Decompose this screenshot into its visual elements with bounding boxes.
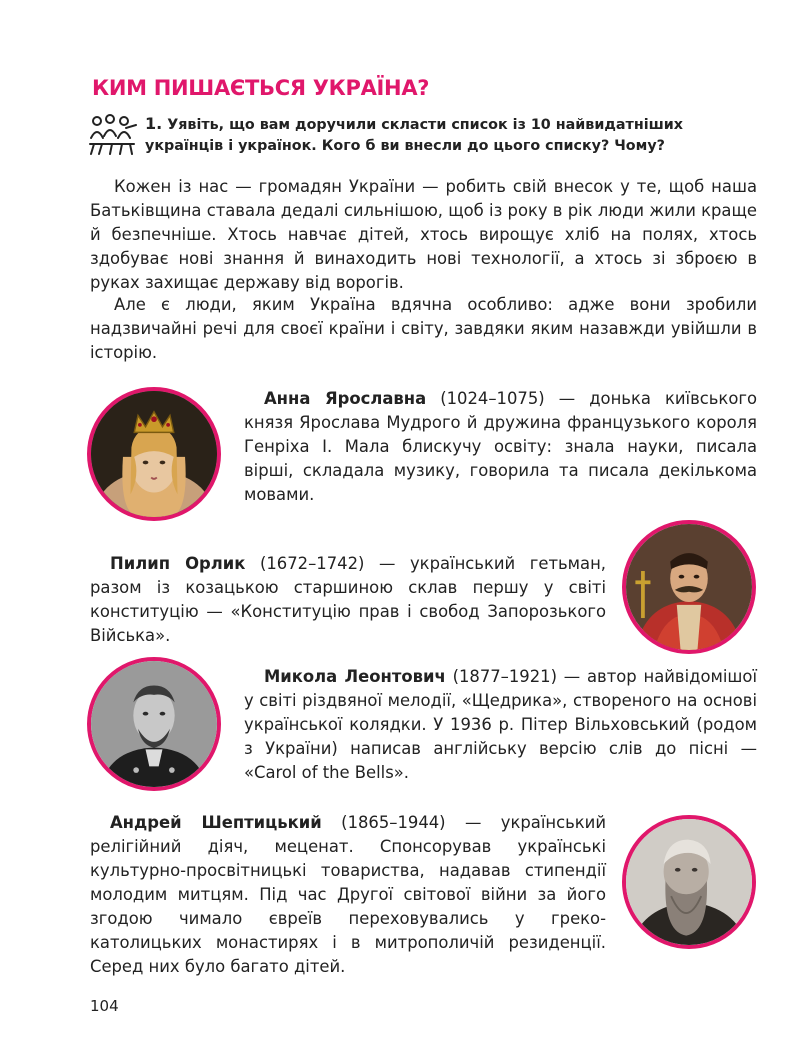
person-description: (1865–1944) — український релігійний діяч, меценат. Спонсорував українські культурно-просвітницькі товариства, надавав стипендії молодим митцям. Під час Другої світової війни за його згодою чимало євреїв переховувались у греко-католицьких монастирях і в митрополичій резиденції. Серед них було багато дітей. xyxy=(90,813,606,976)
andrey-sheptytsky-portrait xyxy=(622,815,756,949)
bio-mykola-leontovych xyxy=(244,665,757,785)
group-discussion-icon xyxy=(86,114,138,156)
page-number: 104 xyxy=(90,997,119,1015)
task-question: Уявіть, що вам доручили скласти список із 10 найвидатніших українців і українок. Кого б ви внесли до цього списку? Чому? xyxy=(145,117,684,154)
person-description: (1024–1075) — донька київського князя Ярослава Мудрого й дружина французького короля Генріха І. Мала блискучу освіту: знала науки, писала вірші, складала музику, говорила та писала декількома мовами. xyxy=(244,389,757,504)
mykola-leontovych-portrait xyxy=(87,657,221,791)
person-name: Микола Леонтович xyxy=(264,667,446,686)
task-text xyxy=(145,113,761,157)
intro-paragraph-2: Але є люди, яким Україна вдячна особливо: адже вони зробили надзвичайні речі для своєї країни і світу, завдяки яким назавжди увійшли в історію. xyxy=(90,295,757,362)
person-description: (1877–1921) — автор найвідомішої у світі різдвяної мелодії, «Щедрика», створеного на основі української колядки. У 1936 р. Пітер Вільховський (родом з України) написав англійську версію слів до пісні — «Carol of the Bells». xyxy=(244,667,757,782)
bio-anna-yaroslavna xyxy=(244,387,757,507)
bio-pylyp-orlyk xyxy=(90,552,606,648)
pylyp-orlyk-portrait xyxy=(622,520,756,654)
intro-paragraph-1: Кожен із нас — громадян України — робить свій внесок у те, щоб наша Батьківщина ставала дедалі сильнішою, щоб із року в рік люди жили краще й безпечніше. Хтось навчає дітей, хтось вирощує хліб на полях, хтось здобуває нові знання й винаходить нові технології, а хтось зі зброєю в руках захищає державу від ворогів. xyxy=(90,177,757,292)
person-name: Анна Ярославна xyxy=(264,389,427,408)
person-description: (1672–1742) — український гетьман, разом із козацькою старшиною склав першу у світі конституцію — «Конституцію прав і свобод Запорозького Війська». xyxy=(90,554,606,645)
anna-yaroslavna-portrait xyxy=(87,387,221,521)
person-name: Андрей Шептицький xyxy=(110,813,322,832)
bio-andrey-sheptytsky xyxy=(90,811,606,979)
person-name: Пилип Орлик xyxy=(110,554,246,573)
section-title: КИМ ПИШАЄТЬСЯ УКРАЇНА? xyxy=(92,76,430,100)
task-number: 1. xyxy=(145,114,163,133)
